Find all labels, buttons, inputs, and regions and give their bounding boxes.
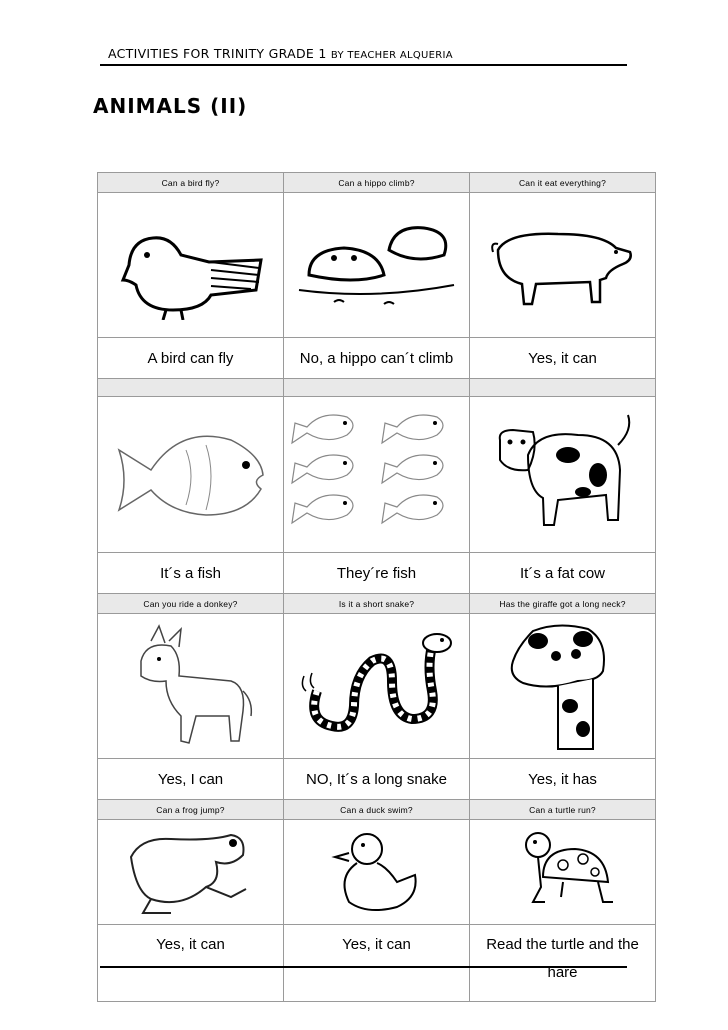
picture-cell <box>470 397 656 553</box>
header-byline: BY TEACHER ALQUERIA <box>330 50 453 61</box>
donkey-picture <box>121 621 261 751</box>
picture-row <box>98 193 656 338</box>
answer-row <box>98 925 656 1002</box>
picture-cell <box>284 820 470 925</box>
answer-cell: Yes, it has <box>470 759 656 800</box>
answer-cell: It´s a fat cow <box>470 553 656 594</box>
duck-picture <box>327 827 427 917</box>
pig-picture <box>488 220 638 310</box>
question-cell: Has the giraffe got a long neck? <box>470 594 656 614</box>
footer-rule <box>100 966 627 968</box>
picture-cell <box>470 820 656 925</box>
hippo-picture <box>294 220 459 310</box>
question-cell: Can it eat everything? <box>470 173 656 193</box>
picture-cell <box>284 397 470 553</box>
header-rule <box>100 64 627 66</box>
question-cell: Can a bird fly? <box>98 173 284 193</box>
answer-cell: A bird can fly <box>98 338 284 379</box>
answer-cell: Yes, it can <box>98 925 284 1002</box>
answer-cell: NO, It´s a long snake <box>284 759 470 800</box>
picture-cell <box>284 193 470 338</box>
frog-picture <box>121 827 261 917</box>
question-row <box>98 379 656 397</box>
snake-picture <box>292 631 462 741</box>
question-cell: Can a frog jump? <box>98 800 284 820</box>
picture-cell <box>98 193 284 338</box>
cow-picture <box>488 410 638 540</box>
page-header <box>108 46 628 64</box>
question-row <box>98 173 656 193</box>
picture-cell <box>470 614 656 759</box>
picture-cell <box>98 397 284 553</box>
fishes-picture <box>287 405 467 545</box>
question-row <box>98 594 656 614</box>
answer-cell: Read the turtle and the hare <box>470 925 656 1002</box>
picture-cell <box>284 614 470 759</box>
animals-table <box>97 172 656 1002</box>
question-cell: Can you ride a donkey? <box>98 594 284 614</box>
answer-cell: Yes, it can <box>284 925 470 1002</box>
picture-cell <box>98 614 284 759</box>
picture-row <box>98 614 656 759</box>
answer-cell: Yes, it can <box>470 338 656 379</box>
answer-cell: No, a hippo can´t climb <box>284 338 470 379</box>
page-title: ANIMALS (II) <box>93 94 248 118</box>
question-cell: Can a turtle run? <box>470 800 656 820</box>
question-cell: Is it a short snake? <box>284 594 470 614</box>
question-row <box>98 800 656 820</box>
picture-cell <box>470 193 656 338</box>
answer-cell: They´re fish <box>284 553 470 594</box>
bird-picture <box>111 210 271 320</box>
header-main: ACTIVITIES FOR TRINITY GRADE 1 <box>108 46 327 61</box>
fish-picture <box>111 415 271 535</box>
question-cell <box>98 379 284 397</box>
question-cell <box>284 379 470 397</box>
answer-row <box>98 759 656 800</box>
turtle-picture <box>503 827 623 917</box>
picture-cell <box>98 820 284 925</box>
giraffe-picture <box>498 621 628 751</box>
answer-row <box>98 553 656 594</box>
answer-row <box>98 338 656 379</box>
picture-row <box>98 820 656 925</box>
picture-row <box>98 397 656 553</box>
question-cell: Can a hippo climb? <box>284 173 470 193</box>
answer-cell: It´s a fish <box>98 553 284 594</box>
question-cell: Can a duck swim? <box>284 800 470 820</box>
answer-cell: Yes, I can <box>98 759 284 800</box>
question-cell <box>470 379 656 397</box>
